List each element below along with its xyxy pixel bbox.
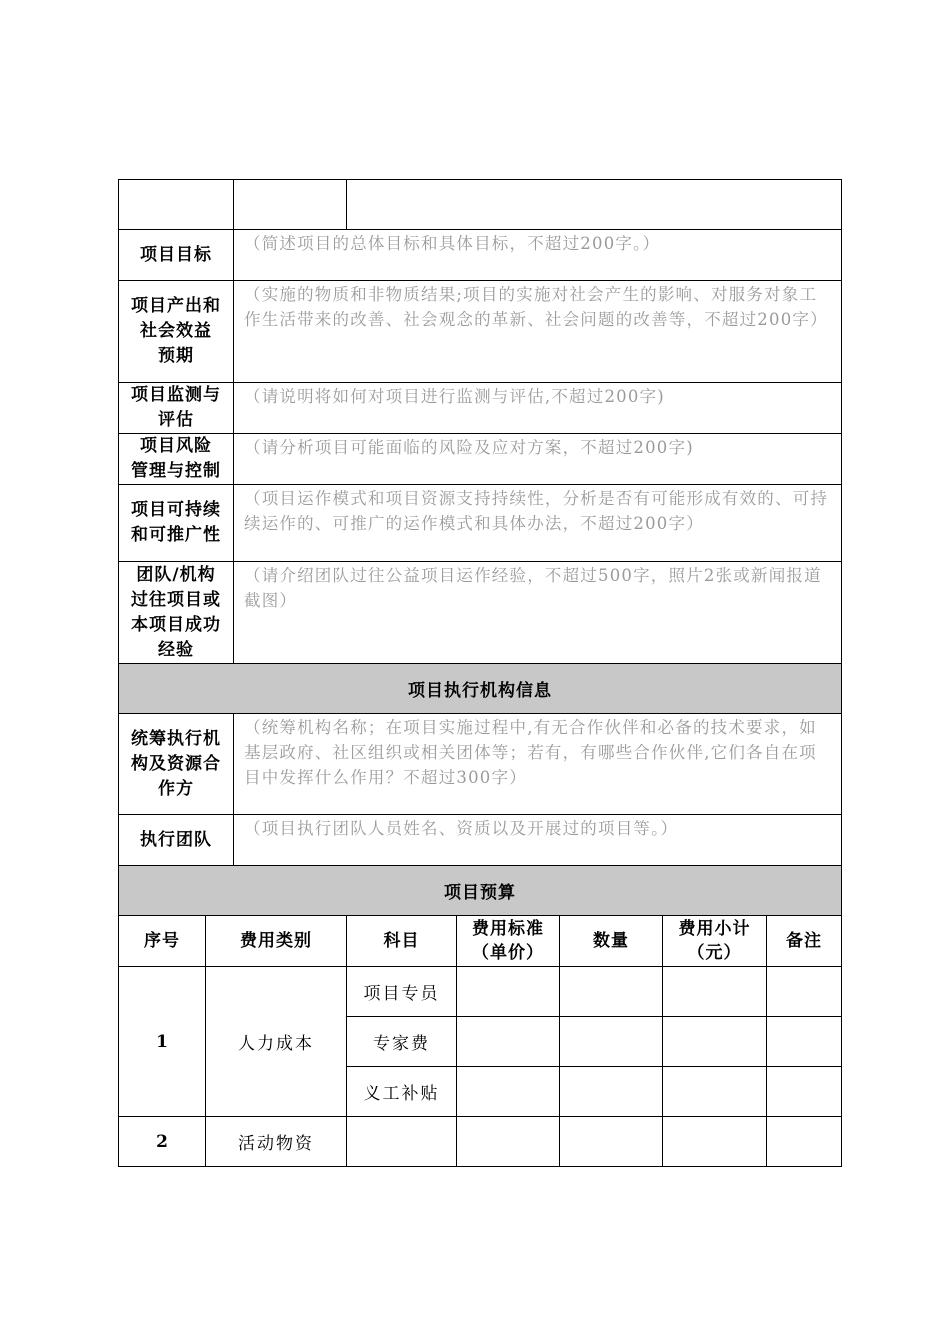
subtotal-cell[interactable] xyxy=(663,1067,767,1117)
unit-price-cell[interactable] xyxy=(457,1067,560,1117)
subtotal-cell[interactable] xyxy=(663,967,767,1017)
quantity-cell[interactable] xyxy=(560,967,663,1017)
quantity-cell[interactable] xyxy=(560,1117,663,1167)
partners-label: 统筹执行机 构及资源合 作方 xyxy=(119,714,234,815)
sustain-input[interactable]: （项目运作模式和项目资源支持持续性，分析是否有可能形成有效的、可持续运作的、可推广的运作模式和具体办法，不超过200字） xyxy=(234,485,842,562)
output-row xyxy=(119,281,842,383)
org-section-header: 项目执行机构信息 xyxy=(119,664,842,714)
budget-header-item: 科目 xyxy=(347,916,457,967)
budget-header-remarks: 备注 xyxy=(767,916,842,967)
quantity-cell[interactable] xyxy=(560,1017,663,1067)
remarks-cell[interactable] xyxy=(767,1117,842,1167)
experience-label: 团队/机构 过往项目或 本项目成功 经验 xyxy=(119,562,234,664)
budget-row-no: 1 xyxy=(119,967,206,1117)
experience-row xyxy=(119,562,842,664)
risk-row xyxy=(119,434,842,485)
subtotal-cell[interactable] xyxy=(663,1117,767,1167)
budget-row xyxy=(119,967,842,1017)
partners-input[interactable]: （统筹机构名称；在项目实施过程中,有无合作伙伴和必备的技术要求，如基层政府、社区组织或相关团体等；若有，有哪些合作伙伴,它们各自在项目中发挥什么作用？不超过300字） xyxy=(234,714,842,815)
budget-row-no: 2 xyxy=(119,1117,206,1167)
risk-label: 项目风险 管理与控制 xyxy=(119,434,234,485)
budget-row-category: 人力成本 xyxy=(206,967,347,1117)
budget-row-category: 活动物资 xyxy=(206,1117,347,1167)
blank-cell[interactable] xyxy=(119,180,234,230)
budget-row-item: 项目专员 xyxy=(347,967,457,1017)
budget-header-unit-price: 费用标准 （单价） xyxy=(457,916,560,967)
unit-price-cell[interactable] xyxy=(457,1017,560,1067)
budget-row xyxy=(119,1117,842,1167)
remarks-cell[interactable] xyxy=(767,1067,842,1117)
sustain-label: 项目可持续 和可推广性 xyxy=(119,485,234,562)
team-input[interactable]: （项目执行团队人员姓名、资质以及开展过的项目等。） xyxy=(234,815,842,866)
budget-section-row xyxy=(119,866,842,916)
budget-row-item[interactable] xyxy=(347,1117,457,1167)
experience-input[interactable]: （请介绍团队过往公益项目运作经验，不超过500字，照片2张或新闻报道截图） xyxy=(234,562,842,664)
goal-row xyxy=(119,230,842,281)
blank-top-row xyxy=(119,180,842,230)
subtotal-cell[interactable] xyxy=(663,1017,767,1067)
budget-header-subtotal: 费用小计 （元） xyxy=(663,916,767,967)
budget-header-no: 序号 xyxy=(119,916,206,967)
application-form-page xyxy=(118,179,841,1167)
remarks-cell[interactable] xyxy=(767,1017,842,1067)
budget-header-category: 费用类别 xyxy=(206,916,347,967)
goal-input[interactable]: （简述项目的总体目标和具体目标，不超过200字。） xyxy=(234,230,842,281)
output-label: 项目产出和 社会效益 预期 xyxy=(119,281,234,383)
quantity-cell[interactable] xyxy=(560,1067,663,1117)
monitor-label: 项目监测与 评估 xyxy=(119,383,234,434)
monitor-input[interactable]: （请说明将如何对项目进行监测与评估,不超过200字) xyxy=(234,383,842,434)
org-section-row xyxy=(119,664,842,714)
monitor-row xyxy=(119,383,842,434)
project-form-table xyxy=(118,179,842,1167)
sustain-row xyxy=(119,485,842,562)
unit-price-cell[interactable] xyxy=(457,1117,560,1167)
team-row xyxy=(119,815,842,866)
blank-cell[interactable] xyxy=(347,180,842,230)
risk-input[interactable]: （请分析项目可能面临的风险及应对方案，不超过200字) xyxy=(234,434,842,485)
budget-header-row xyxy=(119,916,842,967)
goal-label: 项目目标 xyxy=(119,230,234,281)
partners-row xyxy=(119,714,842,815)
blank-cell[interactable] xyxy=(234,180,347,230)
remarks-cell[interactable] xyxy=(767,967,842,1017)
budget-section-header: 项目预算 xyxy=(119,866,842,916)
team-label: 执行团队 xyxy=(119,815,234,866)
unit-price-cell[interactable] xyxy=(457,967,560,1017)
budget-row-item: 义工补贴 xyxy=(347,1067,457,1117)
output-input[interactable]: （实施的物质和非物质结果;项目的实施对社会产生的影响、对服务对象工作生活带来的改善、社会观念的革新、社会问题的改善等，不超过200字） xyxy=(234,281,842,383)
budget-row-item: 专家费 xyxy=(347,1017,457,1067)
budget-header-quantity: 数量 xyxy=(560,916,663,967)
